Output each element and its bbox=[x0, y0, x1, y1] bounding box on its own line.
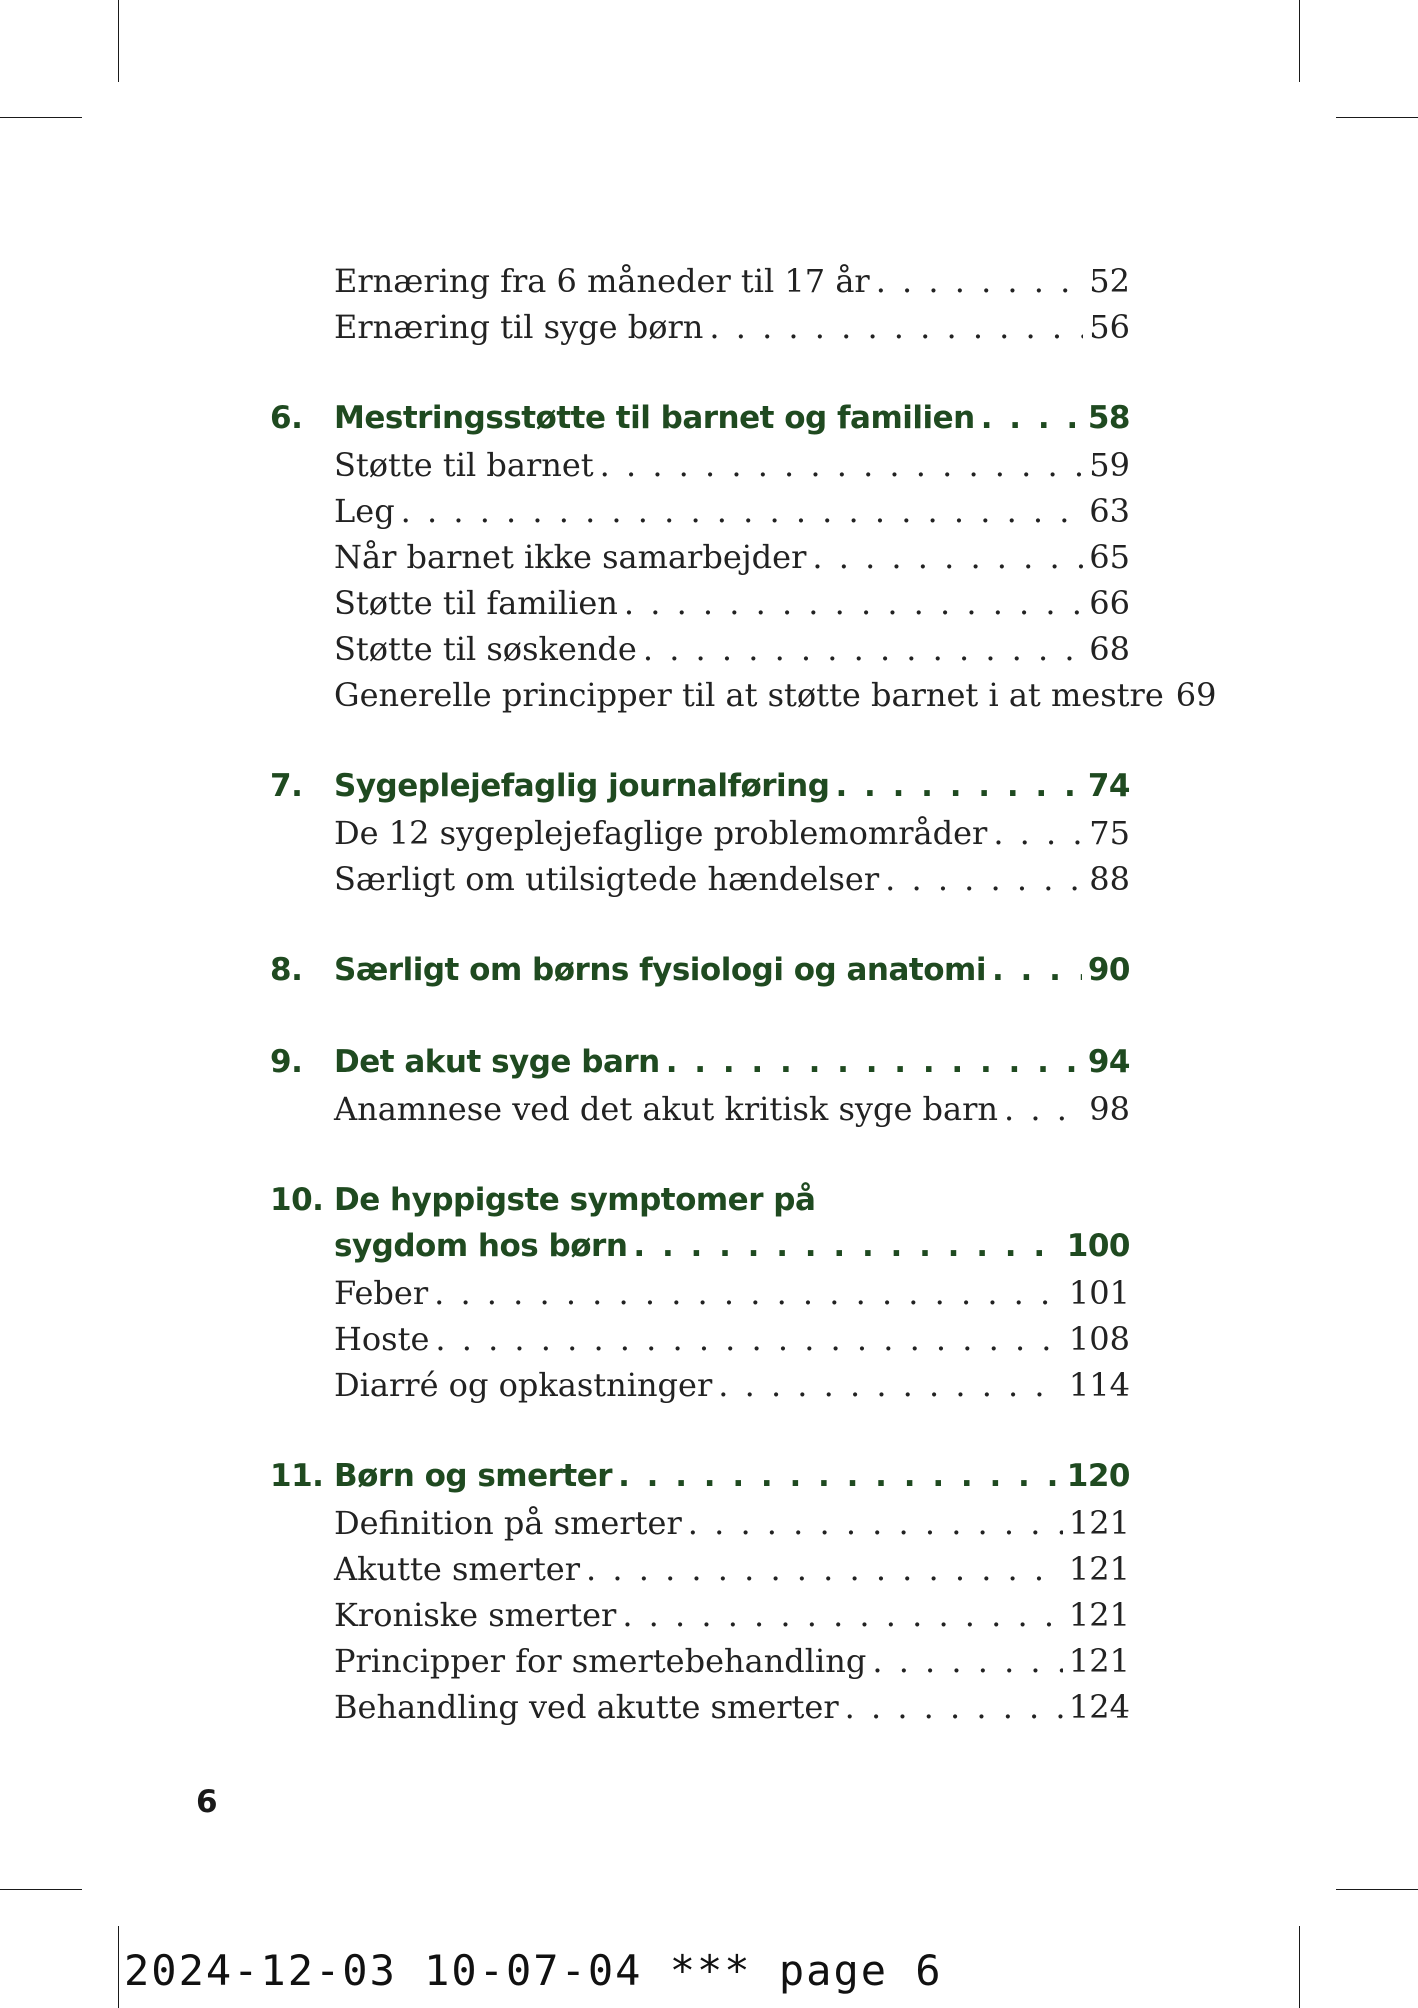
toc-page-number: 121 bbox=[1068, 1642, 1130, 1680]
dot-leader bbox=[709, 308, 1083, 346]
toc-page-number: 121 bbox=[1068, 1596, 1130, 1634]
toc-chapter-entry[interactable] bbox=[270, 768, 1130, 804]
dot-leader bbox=[622, 1596, 1063, 1634]
dot-leader bbox=[876, 262, 1084, 300]
dot-leader bbox=[633, 1228, 1060, 1264]
dot-leader bbox=[835, 768, 1081, 804]
toc-page-number: 75 bbox=[1089, 814, 1130, 852]
crop-mark bbox=[1299, 1926, 1300, 2008]
toc-chapter-entry[interactable] bbox=[270, 952, 1130, 988]
toc-title: De hyppigste symptomer på bbox=[334, 1182, 816, 1218]
toc-subentry[interactable] bbox=[334, 584, 1130, 622]
toc-title: Generelle principper til at støtte barnet i at mestre bbox=[334, 676, 1164, 714]
toc-page-number: 121 bbox=[1068, 1550, 1130, 1588]
toc-title: Akutte smerter bbox=[334, 1550, 581, 1588]
dot-leader bbox=[600, 446, 1084, 484]
toc-title: Mestringsstøtte til barnet og familien bbox=[334, 400, 975, 436]
toc-title: Børn og smerter bbox=[334, 1458, 613, 1494]
chapter-number: 9. bbox=[270, 1044, 303, 1080]
crop-mark bbox=[118, 1926, 119, 2008]
toc-page-number: 108 bbox=[1068, 1320, 1130, 1358]
page-number: 6 bbox=[196, 1784, 218, 1820]
dot-leader bbox=[643, 630, 1083, 668]
toc-title: Særligt om børns fysiologi og anatomi bbox=[334, 952, 986, 988]
footer-stamp: 2024-12-03 10-07-04 *** page 6 bbox=[124, 1946, 943, 1995]
toc-subentry[interactable] bbox=[334, 1366, 1130, 1404]
toc-chapter-entry[interactable] bbox=[270, 1044, 1130, 1080]
toc-subentry[interactable] bbox=[334, 538, 1130, 576]
toc-subentry[interactable] bbox=[334, 676, 1217, 714]
chapter-number: 10. bbox=[270, 1182, 324, 1218]
toc-subentry[interactable] bbox=[334, 1090, 1130, 1128]
toc-title: Diarré og opkastninger bbox=[334, 1366, 713, 1404]
toc-title: Støtte til familien bbox=[334, 584, 618, 622]
dot-leader bbox=[993, 814, 1083, 852]
toc-title: Støtte til søskende bbox=[334, 630, 637, 668]
dot-leader bbox=[872, 1642, 1063, 1680]
toc-page-number: 114 bbox=[1068, 1366, 1130, 1404]
toc-title: Ernæring til syge børn bbox=[334, 308, 704, 346]
toc-subentry[interactable] bbox=[334, 1320, 1130, 1358]
toc-subentry[interactable] bbox=[334, 1688, 1130, 1726]
toc-page-number: 98 bbox=[1089, 1090, 1130, 1128]
toc-page-number: 74 bbox=[1087, 768, 1130, 804]
dot-leader bbox=[618, 1458, 1061, 1494]
toc-subentry[interactable] bbox=[334, 446, 1130, 484]
dot-leader bbox=[688, 1504, 1063, 1542]
toc-title: Definition på smerter bbox=[334, 1504, 682, 1542]
dot-leader bbox=[586, 1550, 1063, 1588]
toc-title: Principper for smertebehandling bbox=[334, 1642, 867, 1680]
toc-title: Ernæring fra 6 måneder til 17 år bbox=[334, 262, 870, 300]
toc-page-number: 101 bbox=[1068, 1274, 1130, 1312]
toc-subentry[interactable] bbox=[334, 1642, 1130, 1680]
chapter-number: 6. bbox=[270, 400, 303, 436]
crop-mark bbox=[0, 1889, 82, 1890]
toc-page-number: 68 bbox=[1089, 630, 1130, 668]
chapter-number: 11. bbox=[270, 1458, 324, 1494]
dot-leader bbox=[718, 1366, 1063, 1404]
toc-page-number: 90 bbox=[1087, 952, 1130, 988]
dot-leader bbox=[435, 1320, 1063, 1358]
dot-leader bbox=[812, 538, 1083, 576]
toc-page-number: 124 bbox=[1068, 1688, 1130, 1726]
toc-page-number: 120 bbox=[1066, 1458, 1130, 1494]
dot-leader bbox=[845, 1688, 1063, 1726]
toc-chapter-entry[interactable] bbox=[334, 1228, 1130, 1264]
dot-leader bbox=[624, 584, 1083, 622]
toc-title: Særligt om utilsigtede hændelser bbox=[334, 860, 880, 898]
toc-title: De 12 sygeplejefaglige problemområder bbox=[334, 814, 988, 852]
toc-subentry[interactable] bbox=[334, 308, 1130, 346]
toc-subentry[interactable] bbox=[334, 1550, 1130, 1588]
chapter-number: 8. bbox=[270, 952, 303, 988]
toc-chapter-entry[interactable] bbox=[270, 400, 1130, 436]
toc-subentry[interactable] bbox=[334, 1596, 1130, 1634]
toc-subentry[interactable] bbox=[334, 630, 1130, 668]
toc-title: sygdom hos børn bbox=[334, 1228, 628, 1264]
toc-page-number: 58 bbox=[1087, 400, 1130, 436]
dot-leader bbox=[434, 1274, 1063, 1312]
toc-title: Kroniske smerter bbox=[334, 1596, 617, 1634]
toc-title: Det akut syge barn bbox=[334, 1044, 660, 1080]
toc-subentry[interactable] bbox=[334, 262, 1130, 300]
toc-page-number: 63 bbox=[1089, 492, 1130, 530]
toc-page-number: 94 bbox=[1087, 1044, 1130, 1080]
chapter-number: 7. bbox=[270, 768, 303, 804]
toc-title: Behandling ved akutte smerter bbox=[334, 1688, 839, 1726]
toc-page-number: 69 bbox=[1175, 676, 1217, 714]
toc-page-number: 52 bbox=[1089, 262, 1130, 300]
toc-page-number: 65 bbox=[1089, 538, 1130, 576]
dot-leader bbox=[992, 952, 1082, 988]
toc-subentry[interactable] bbox=[334, 1504, 1130, 1542]
toc-subentry[interactable] bbox=[334, 1274, 1130, 1312]
toc-page-number: 121 bbox=[1068, 1504, 1130, 1542]
toc-page-number: 59 bbox=[1089, 446, 1130, 484]
toc-chapter-entry[interactable] bbox=[270, 1182, 1130, 1218]
toc-title: Når barnet ikke samarbejder bbox=[334, 538, 807, 576]
toc-subentry[interactable] bbox=[334, 492, 1130, 530]
toc-subentry[interactable] bbox=[334, 814, 1130, 852]
toc-title: Feber bbox=[334, 1274, 429, 1312]
dot-leader bbox=[885, 860, 1083, 898]
toc-page-number: 88 bbox=[1089, 860, 1130, 898]
dot-leader bbox=[981, 400, 1082, 436]
dot-leader bbox=[401, 492, 1084, 530]
dot-leader bbox=[666, 1044, 1082, 1080]
toc-subentry[interactable] bbox=[334, 860, 1130, 898]
toc-title: Hoste bbox=[334, 1320, 430, 1358]
toc-title: Støtte til barnet bbox=[334, 446, 594, 484]
dot-leader bbox=[1004, 1090, 1083, 1128]
toc-chapter-entry[interactable] bbox=[270, 1458, 1130, 1494]
crop-mark bbox=[1336, 1889, 1418, 1890]
toc-title: Sygeplejefaglig journalføring bbox=[334, 768, 830, 804]
toc-title: Anamnese ved det akut kritisk syge barn bbox=[334, 1090, 999, 1128]
toc-page-number: 100 bbox=[1066, 1228, 1130, 1264]
toc-title: Leg bbox=[334, 492, 395, 530]
toc-page-number: 56 bbox=[1089, 308, 1130, 346]
toc-page-number: 66 bbox=[1089, 584, 1130, 622]
